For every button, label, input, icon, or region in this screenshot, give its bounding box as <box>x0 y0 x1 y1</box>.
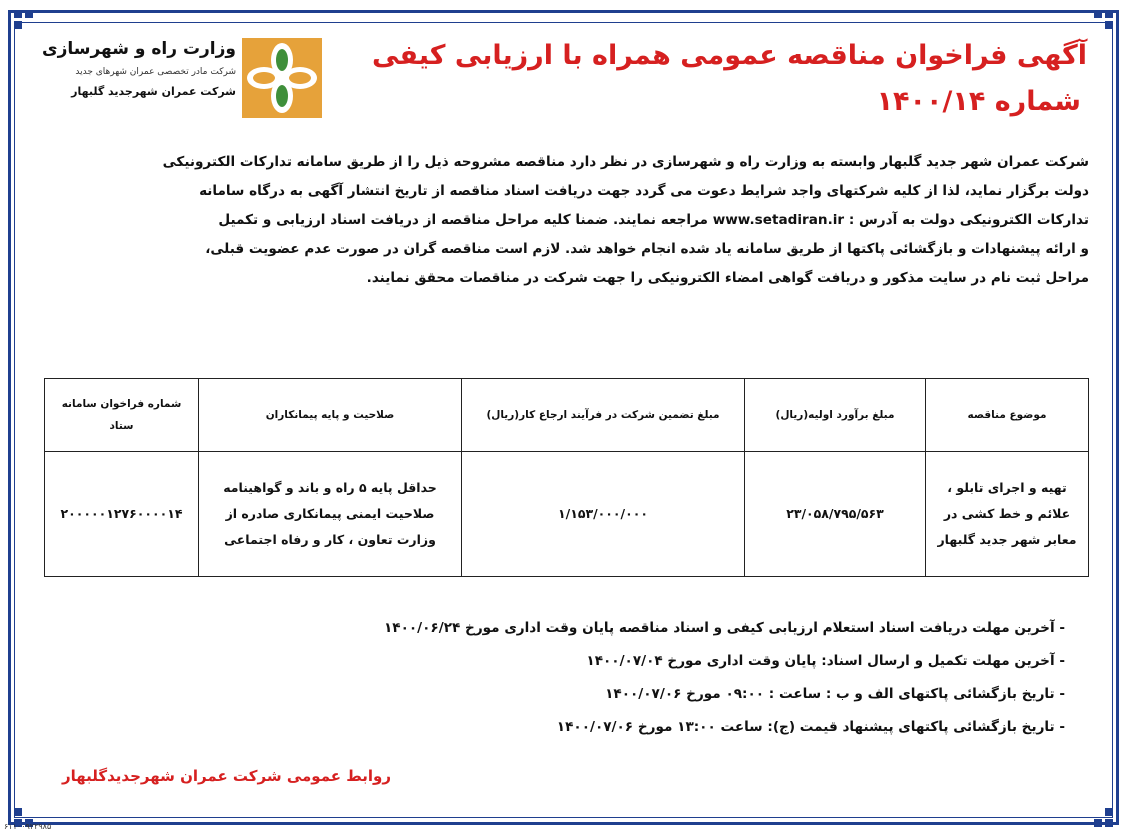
page-title: آگهی فراخوان مناقصه عمومی همراه با ارزیابی کیفی <box>372 40 1087 71</box>
tender-table <box>44 378 1089 577</box>
list-item: - آخرین مهلت تکمیل و ارسال اسناد: پایان وقت اداری مورخ ۱۴۰۰/۰۷/۰۴ <box>586 653 1065 669</box>
logo-text <box>36 36 236 102</box>
parent-company-name: شرکت مادر تخصصی عمران شهرهای جدید <box>75 67 236 77</box>
header-estimate: مبلغ برآورد اولیه(ریال) <box>745 379 926 452</box>
list-item: - آخرین مهلت دریافت اسناد استعلام ارزیابی کیفی و اسناد مناقصه پایان وقت اداری مورخ ۱۴۰۰/۰۶/۲۴ <box>383 620 1065 636</box>
deadlines-list <box>65 612 1065 744</box>
intro-line: و ارائه پیشنهادات و بازگشائی پاکتها از طریق سامانه یاد شده انجام خواهد شد. لازم است مناقصه گران در صورت عدم عضویت قبلی، <box>205 241 1089 257</box>
cell-qualification: حداقل پایه ۵ راه و باند و گواهینامه صلاحیت ایمنی پیمانکاری صادره از وزارت تعاون ، کار و رفاه اجتماعی <box>199 452 462 577</box>
table-row <box>45 452 1089 577</box>
flower-logo-icon <box>242 38 322 118</box>
header-qualification: صلاحیت و پایه پیمانکاران <box>199 379 462 452</box>
corner-ornament-icon <box>1087 803 1113 827</box>
ministry-name: وزارت راه و شهرسازی <box>41 39 236 59</box>
intro-line: مراحل ثبت نام در سایت مذکور و دریافت گواهی امضاء الکترونیکی را جهت شرکت در مناقصات محقق نمایند. <box>366 270 1089 286</box>
header-setad-number: شماره فراخوان سامانه ستاد <box>45 379 199 452</box>
company-name: شرکت عمران شهرجدید گلبهار <box>71 85 236 98</box>
tender-number: شماره ۱۴۰۰/۱۴ <box>876 86 1081 117</box>
corner-ornament-icon <box>1087 10 1113 34</box>
cell-subject: تهیه و اجرای تابلو ، علائم و خط کشی در معابر شهر جدید گلبهار <box>926 452 1089 577</box>
cell-guarantee: ۱/۱۵۳/۰۰۰/۰۰۰ <box>462 452 745 577</box>
header <box>372 36 1087 122</box>
public-relations-signature: روابط عمومی شرکت عمران شهرجدیدگلبهار <box>62 767 392 785</box>
intro-line: شرکت عمران شهر جدید گلبهار وابسته به وزارت راه و شهرسازی در نظر دارد مناقصه مشروحه ذیل را از طریق سامانه تدارکات الکترونیکی <box>162 154 1089 170</box>
intro-paragraph <box>39 148 1089 293</box>
cell-setad-number: ۲۰۰۰۰۰۱۲۷۶۰۰۰۰۱۴ <box>45 452 199 577</box>
header-guarantee: مبلغ تضمین شرکت در فرآیند ارجاع کار(ریال) <box>462 379 745 452</box>
list-item: - تاریخ بازگشائی پاکتهای الف و ب : ساعت : ۰۹:۰۰ مورخ ۱۴۰۰/۰۷/۰۶ <box>605 686 1065 702</box>
intro-line: دولت برگزار نماید، لذا از کلیه شرکتهای واجد شرایط دعوت می گردد جهت دریافت اسناد مناقصه از تاریخ انتشار آگهی به درگاه سامانه <box>199 183 1089 199</box>
cell-estimate: ۲۳/۰۵۸/۷۹۵/۵۶۳ <box>745 452 926 577</box>
ministry-logo <box>36 30 336 120</box>
footer-code: ۶۱۱۰۰۹۲۲۹۸۵ <box>4 822 52 831</box>
intro-line: تدارکات الکترونیکی دولت به آدرس : www.setadiran.ir مراجعه نمایند. ضمنا کلیه مراحل مناقصه از دریافت اسناد ارزیابی و تکمیل <box>218 212 1089 228</box>
header-subject: موضوع مناقصه <box>926 379 1089 452</box>
table-header-row <box>45 379 1089 452</box>
list-item: - تاریخ بازگشائی پاکتهای پیشنهاد قیمت (ج): ساعت ۱۳:۰۰ مورخ ۱۴۰۰/۰۷/۰۶ <box>556 719 1065 735</box>
